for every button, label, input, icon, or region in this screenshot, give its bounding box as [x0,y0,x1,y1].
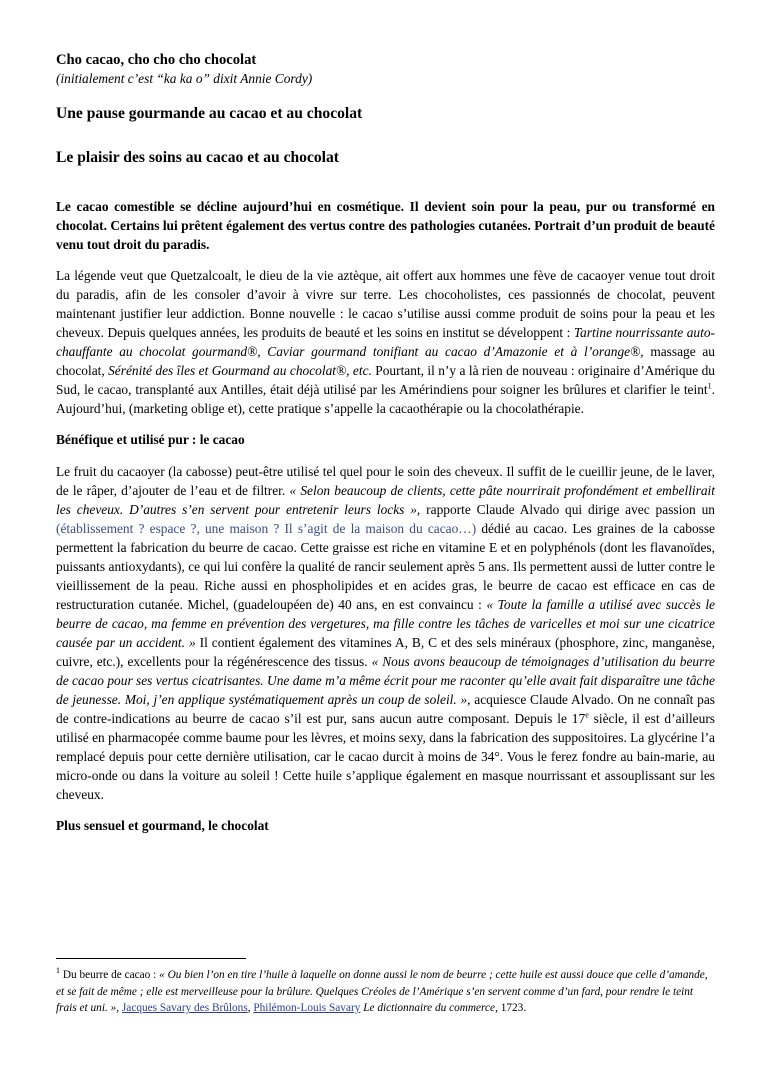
text-run: Pourtant, il n’y a là rien de nouveau : originaire d’Amérique du Sud, le cacao, transplanté aux Antilles, était déjà utilisé par les Amérindiens pour soigner les brûlures et clarifier le teint [56,363,715,397]
quote-run: « Ou bien l’on en tire l’huile à laquelle on donne aussi le nom de beurre ; cette huile est aussi douce que celle d’amande, et se fait de même ; elle est merveilleuse pour la brûlure. Quelques Créoles de l’Amérique s’en servent comme d’un fard, pour rendre le teint frais et uni. », [56,969,708,1014]
quote-run: « Nous avons beaucoup de témoignages d’utilisation du beurre de cacao pour ses vertus cicatrisantes. Une dame m’a même écrit pour me raconter qu’elle avait fait disparaître une tâche de jeunesse. Moi, j’en applique systématiquement après un coup de soleil. », [56,654,715,707]
link-jacques-savary[interactable]: Jacques Savary des Brûlons [121,1002,248,1014]
footnote [56,967,716,1017]
paragraph-intro [56,266,715,418]
quote-run: « Selon beaucoup de clients, cette pâte nourrirait profondément et embellirait les cheveux. D’autres s’en servent pour entretenir leurs locks », [56,483,715,517]
book-title: Le dictionnaire du commerce [360,1002,496,1014]
quote-run: « Toute la famille a utilisé avec succès le beurre de cacao, ma femme en prévention des vergetures, ma fille contre les tâches de varicelles et moi sur une cicatrice causée par un accident. » [56,597,715,650]
text-run: Le fruit du cacaoyer (la cabosse) peut-être utilisé tel quel pour le soin des cheveux. Il suffit de le cueillir jeune, de le laver, de le râper, d’ajouter de l’eau et de filtrer. [56,464,715,498]
italic-run: Sérénité des îles et Gourmand au chocolat®, etc. [108,363,372,378]
link-philemon-savary[interactable]: Philémon-Louis Savary [253,1002,361,1014]
footnote-divider [56,958,246,959]
article-subheading: Le plaisir des soins au cacao et au chocolat [56,149,340,166]
document-page [56,50,715,848]
text-run: siècle, il est d’ailleurs utilisé en pharmacopée comme baume pour les lèvres, et moins sexy, dans la fabrication des suppositoires. La glycérine l’a remplacé depuis pour cette dernière utilisation, car le cacao durcit à moins de 34°. Vous le ferez fondre au bain-marie, au micro-onde ou dans la voiture au soleil ! Cette huile s’applique également en masque nourrissant et assouplissant sur les cheveux. [56,711,715,802]
text-run: Du beurre de cacao : [60,969,160,981]
text-run: La légende veut que Quetzalcoalt, le dieu de la vie aztèque, ait offert aux hommes une fève de cacaoyer venue tout droit du paradis, afin de les consoler d’avoir à vivre sur terre. Les chocoholistes, ces passionnés de chocolat, peuvent maintenant justifier leur addiction. Bonne nouvelle : le cacao s’utilise aussi comme produit de soins pour la peau et les cheveux. Depuis quelques années, les produits de beauté et les soins en institut se développent : [56,268,715,340]
footnote-ref[interactable]: 1 [707,381,712,391]
text-run: Il contient également des vitamines A, B, C et des sels minéraux (phosphore, zinc, manganèse, cuivre, etc.), excellents pour la régénérescence des tissus. [56,635,715,669]
text-run: acquiesce Claude Alvado. On ne connaît pas de contre-indications au beurre de cacao s’il est pur, sans aucun autre composant. Depuis le 17 [56,692,715,726]
editor-note: (établissement ? espace ?, une maison ? Il s’agit de la maison du cacao…) [56,521,477,536]
text-run: dédié au cacao. Les graines de la cabosse permettent la fabrication du beurre de cacao. Cette graisse est riche en vitamine E et en polyphénols (dont les flavanoïdes, puissants antioxydants), ce qui lui confère la qualité de rancir seulement après 5 ans. Ils permettent aussi de lutter contre le vieillissement de la peau. Riche aussi en phospholipides et en acides gras, le beurre de cacao est efficace en cas de restructuration cutanée. Michel, (guadeloupéen de) 40 ans, en est convaincu : [56,521,716,612]
footnote-number: 1 [56,966,60,976]
italic-run: Tartine nourrissante auto-chauffante au chocolat gourmand®, Caviar gourmand tonifiant au cacao d’Amazonie et à l’orange® [56,325,715,359]
superscript: e [585,710,589,720]
section-heading-cacao: Bénéfique et utilisé pur : le cacao [56,432,245,447]
document-title: Cho cacao, cho cho cho chocolat [56,52,257,68]
text-run: , [247,1002,254,1014]
text-run: , 1723. [495,1002,527,1014]
paragraph-cacao [56,462,715,804]
text-run: rapporte Claude Alvado qui dirige avec passion un [420,502,715,517]
text-run: . Aujourd’hui, (marketing oblige et), cette pratique s’appelle la cacaothérapie ou la chocolathérapie. [56,382,715,416]
article-heading: Une pause gourmande au cacao et au chocolat [56,105,363,122]
document-subtitle: (initialement c’est “ka ka o” dixit Annie Cordy) [56,71,313,86]
section-heading-chocolat: Plus sensuel et gourmand, le chocolat [56,818,269,833]
lead-paragraph: Le cacao comestible se décline aujourd’hui en cosmétique. Il devient soin pour la peau, pur ou transformé en chocolat. Certains lui prêtent également des vertus contre des pathologies cutanées. Portrait d’un produit de beauté venu tout droit du paradis. [56,199,715,252]
text-run: , massage au chocolat, [56,344,715,378]
